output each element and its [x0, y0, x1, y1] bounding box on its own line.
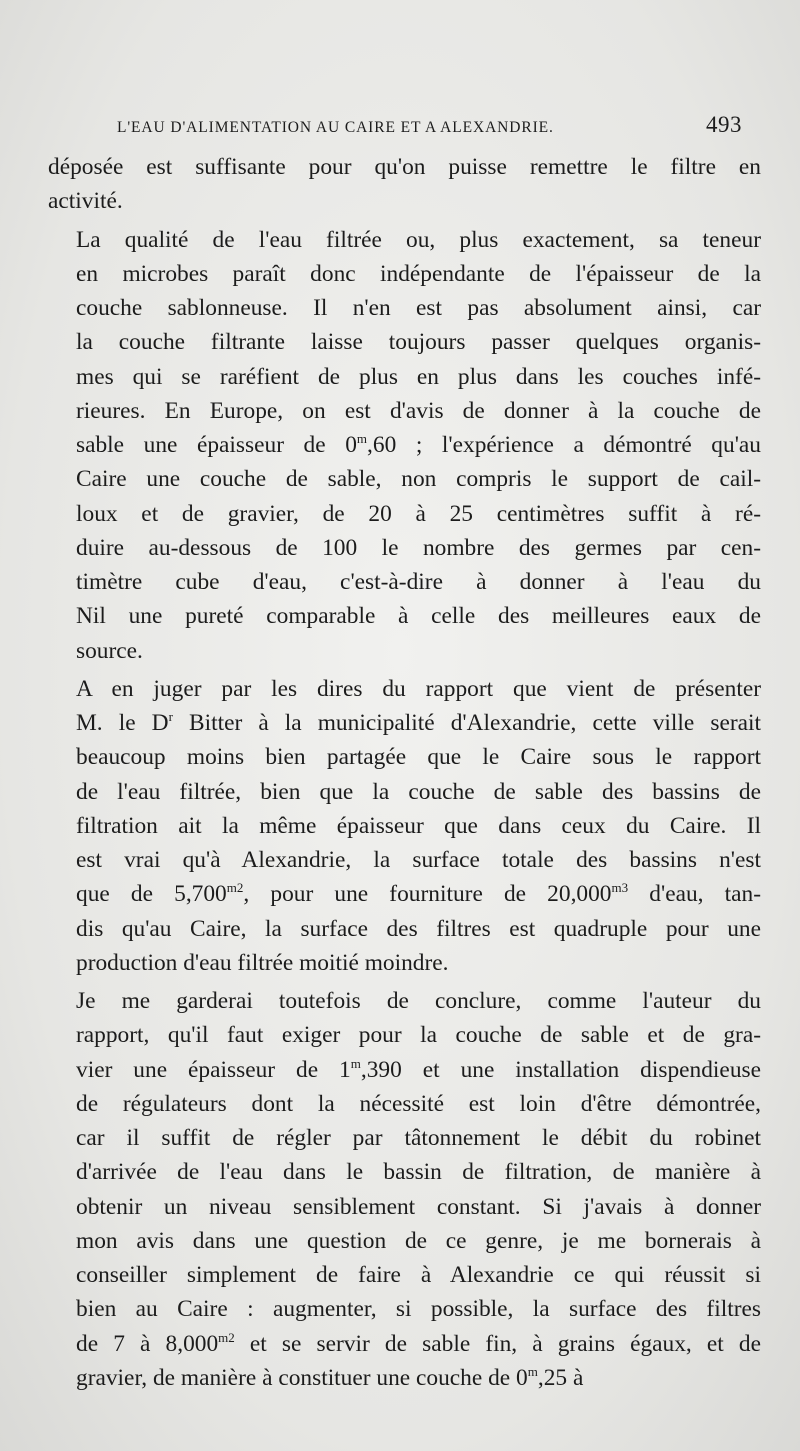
text-line: production d'eau filtrée moitié moindre.	[76, 949, 449, 976]
text-line: bien au Caire : augmenter, si possible, la surface des filtres	[76, 1296, 761, 1323]
paragraph	[48, 672, 761, 980]
text-line: de l'eau filtrée, bien que la couche de sable des bassins de	[76, 778, 761, 805]
paragraph	[48, 150, 761, 219]
text-line: couche sablonneuse. Il n'en est pas absolument ainsi, car	[76, 295, 761, 321]
text-line: Je me garderai toutefois de conclure, comme l'auteur du	[76, 988, 761, 1014]
page-number: 493	[706, 112, 742, 137]
text-line: loux et de gravier, de 20 à 25 centimètres suffit à ré-	[76, 500, 761, 527]
text-line: d'arrivée de l'eau dans le bassin de filtration, de manière à	[76, 1159, 761, 1186]
text-line: conseiller simplement de faire à Alexandrie ce qui réussit si	[76, 1262, 761, 1288]
text-line: sable une épaisseur de 0$^m$,60 ; l'expérience a démontré qu'au	[76, 431, 761, 458]
text-line: rieures. En Europe, on est d'avis de donner à la couche de	[76, 397, 761, 424]
body-text	[48, 150, 761, 1399]
text-line: la couche filtrante laisse toujours passer quelques organis-	[76, 329, 761, 356]
text-line: source.	[76, 637, 143, 664]
text-line: mes qui se raréfient de plus en plus dans les couches infé-	[76, 363, 761, 390]
paragraph	[48, 984, 761, 1395]
text-line: obtenir un niveau sensiblement constant. Si j'avais à donner	[76, 1193, 761, 1220]
text-line: Nil une pureté comparable à celle des meilleures eaux de	[76, 603, 761, 630]
text-line: déposée est suffisante pour qu'on puisse remettre le filtre en	[48, 154, 761, 180]
text-line: timètre cube d'eau, c'est-à-dire à donner à l'eau du	[76, 569, 761, 595]
running-head: L'EAU D'ALIMENTATION AU CAIRE ET A ALEXANDRIE.	[117, 119, 554, 136]
text-line: est vrai qu'à Alexandrie, la surface totale des bassins n'est	[76, 847, 761, 873]
text-line: en microbes paraît donc indépendante de l'épaisseur de la	[76, 260, 761, 287]
text-line: beaucoup moins bien partagée que le Caire sous le rapport	[76, 744, 761, 771]
text-line: de 7 à $8,000^{m2}$ et se servir de sable fin, à grains égaux, et de	[76, 1329, 761, 1357]
text-line: vier une épaisseur de 1$^m$,390 et une installation dispendieuse	[76, 1055, 761, 1083]
text-line: rapport, qu'il faut exiger pour la couche de sable et de gra-	[76, 1022, 761, 1049]
text-line: activité.	[48, 188, 123, 215]
text-line: Caire une couche de sable, non compris le support de cail-	[76, 466, 761, 493]
text-line: car il suffit de régler par tâtonnement le débit du robinet	[76, 1125, 761, 1151]
text-line: duire au-dessous de 100 le nombre des germes par cen-	[76, 534, 761, 561]
text-line: La qualité de l'eau filtrée ou, plus exactement, sa teneur	[76, 226, 761, 253]
text-line: M. le $D^r$ Bitter à la municipalité d'Alexandrie, cette ville serait	[76, 709, 761, 736]
text-line: gravier, de manière à constituer une couche de 0$^m$,25 à	[76, 1363, 584, 1391]
text-line: A en juger par les dires du rapport que vient de présenter	[76, 675, 761, 702]
text-line: mon avis dans une question de ce genre, je me bornerais à	[76, 1227, 761, 1254]
paragraph	[48, 223, 761, 668]
text-line: filtration ait la même épaisseur que dans ceux du Caire. Il	[76, 812, 761, 839]
text-line: de régulateurs dont la nécessité est loin d'être démontrée,	[76, 1090, 761, 1117]
text-line: que de $5,700^{m2}$, pour une fourniture de $20,000^{m3}$ d'eau, tan-	[76, 880, 761, 908]
text-line: dis qu'au Caire, la surface des filtres est quadruple pour une	[76, 915, 761, 942]
page-header	[117, 112, 742, 144]
